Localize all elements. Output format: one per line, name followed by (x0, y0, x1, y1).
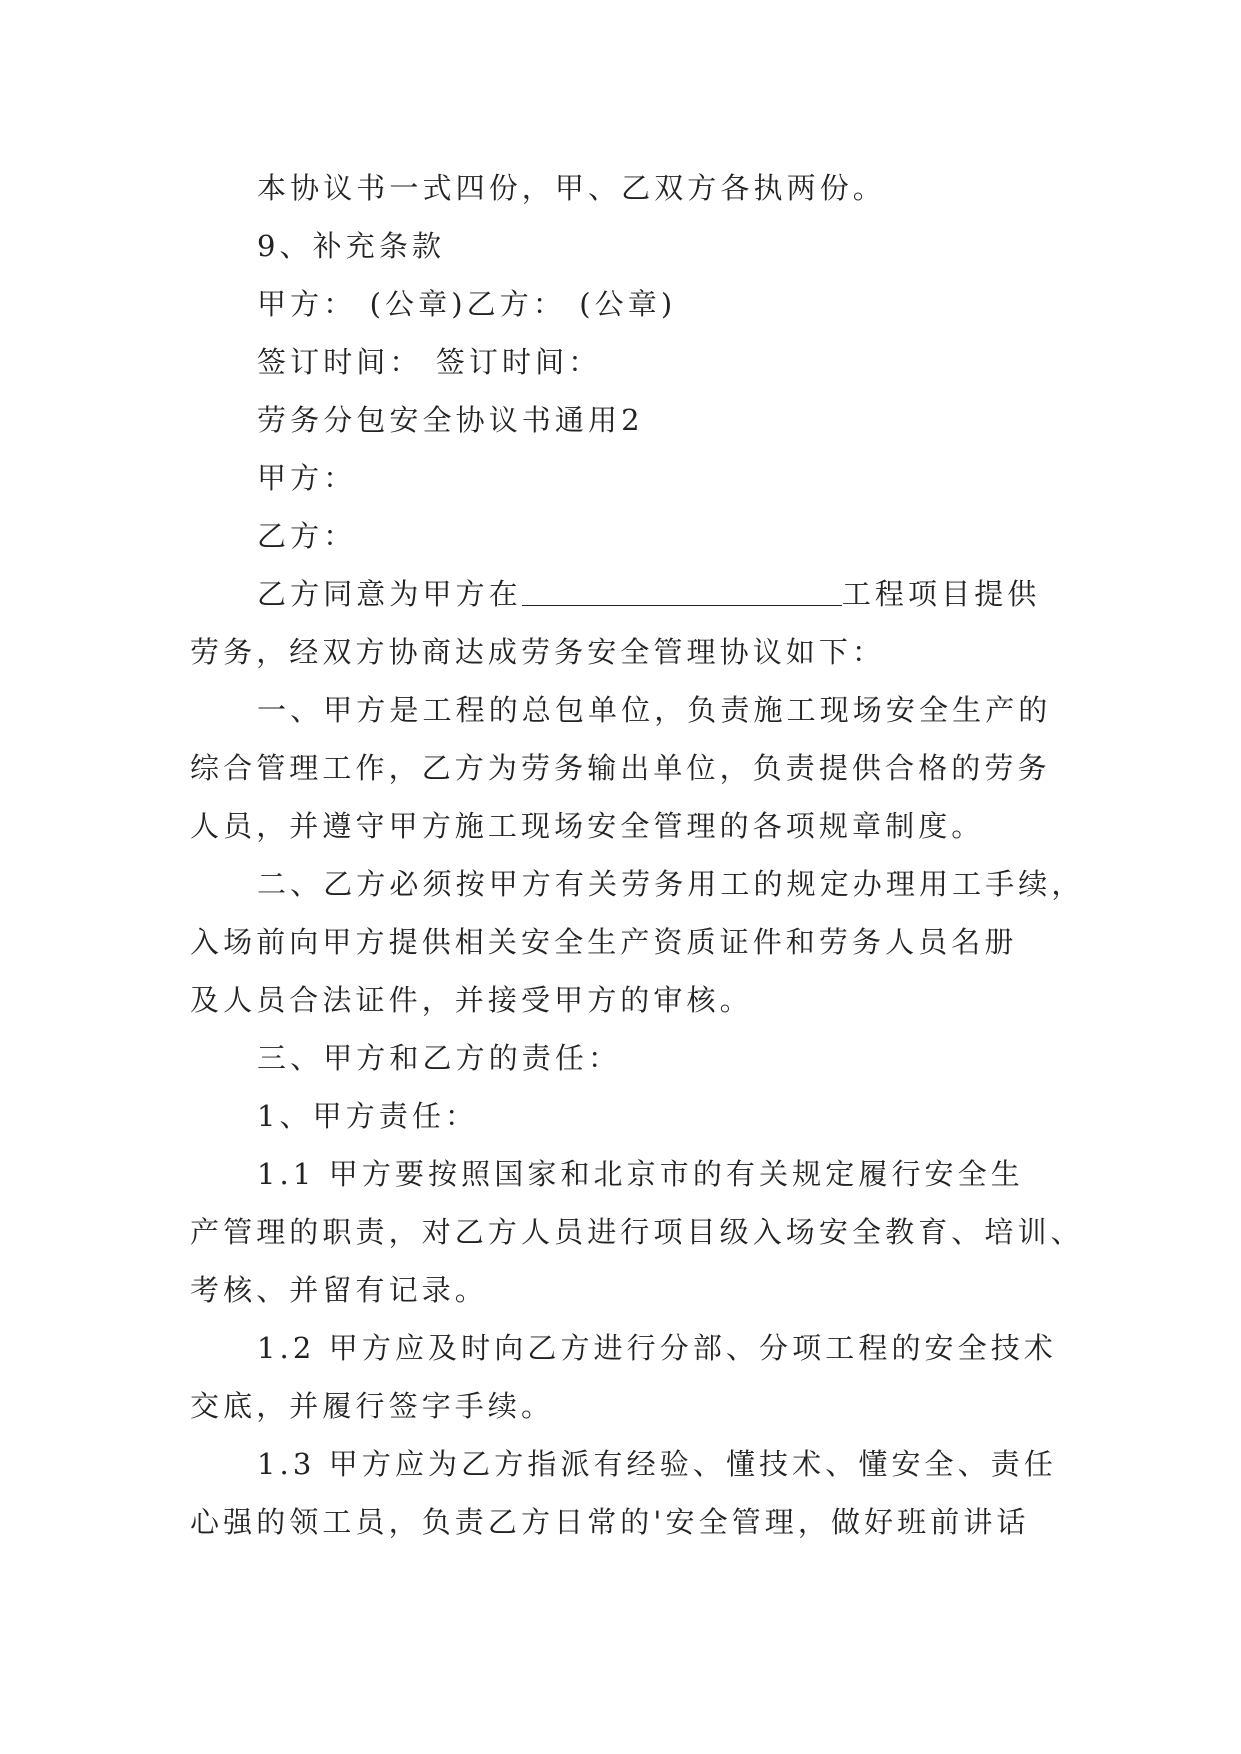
section-3-heading: 三、甲方和乙方的责任： (257, 1041, 622, 1075)
clause-1-3-line: 心强的领工员，负责乙方日常的'安全管理，做好班前讲话 (190, 1505, 1030, 1539)
clause-1-1-line: 1.1 甲方要按照国家和北京市的有关规定履行安全生 (257, 1157, 1024, 1191)
section-2-line: 二、乙方必须按甲方有关劳务用工的规定办理用工手续， (257, 867, 1085, 901)
clause-1-1-line: 产管理的职责，对乙方人员进行项目级入场安全教育、培训、 (190, 1215, 1084, 1249)
clause-1-2-line: 交底，并履行签字手续。 (190, 1389, 555, 1423)
clause-1-3-line: 1.3 甲方应为乙方指派有经验、懂技术、懂安全、责任 (257, 1447, 1057, 1481)
paragraph-copies: 本协议书一式四份，甲、乙双方各执两份。 (257, 171, 886, 205)
party-a-line: 甲方： (257, 461, 357, 495)
signing-date-line: 签订时间： 签订时间： (257, 345, 602, 379)
party-b-line: 乙方： (257, 519, 357, 553)
intro-text-start: 乙方同意为甲方在 (257, 577, 522, 611)
intro-paragraph-line: 劳务，经双方协商达成劳务安全管理协议如下： (190, 635, 886, 669)
document-title: 劳务分包安全协议书通用2 (257, 403, 644, 437)
clause-9-heading: 9、补充条款 (257, 229, 446, 263)
section-1-line: 一、甲方是工程的总包单位，负责施工现场安全生产的 (257, 693, 1052, 727)
party-a-responsibility-heading: 1、甲方责任： (257, 1099, 479, 1133)
intro-text-end: 工程项目提供 (841, 577, 1041, 611)
section-2-line: 及人员合法证件，并接受甲方的审核。 (190, 983, 753, 1017)
section-1-line: 综合管理工作，乙方为劳务输出单位，负责提供合格的劳务 (190, 751, 1051, 785)
clause-1-1-line: 考核、并留有记录。 (190, 1273, 488, 1307)
clause-1-2-line: 1.2 甲方应及时向乙方进行分部、分项工程的安全技术 (257, 1331, 1057, 1365)
project-name-blank (522, 605, 842, 606)
section-2-line: 入场前向甲方提供相关安全生产资质证件和劳务人员名册 (190, 925, 1018, 959)
section-1-line: 人员，并遵守甲方施工现场安全管理的各项规章制度。 (190, 809, 985, 843)
intro-paragraph-line (257, 574, 1137, 614)
signature-seal-line: 甲方： (公章)乙方： (公章) (257, 287, 677, 321)
